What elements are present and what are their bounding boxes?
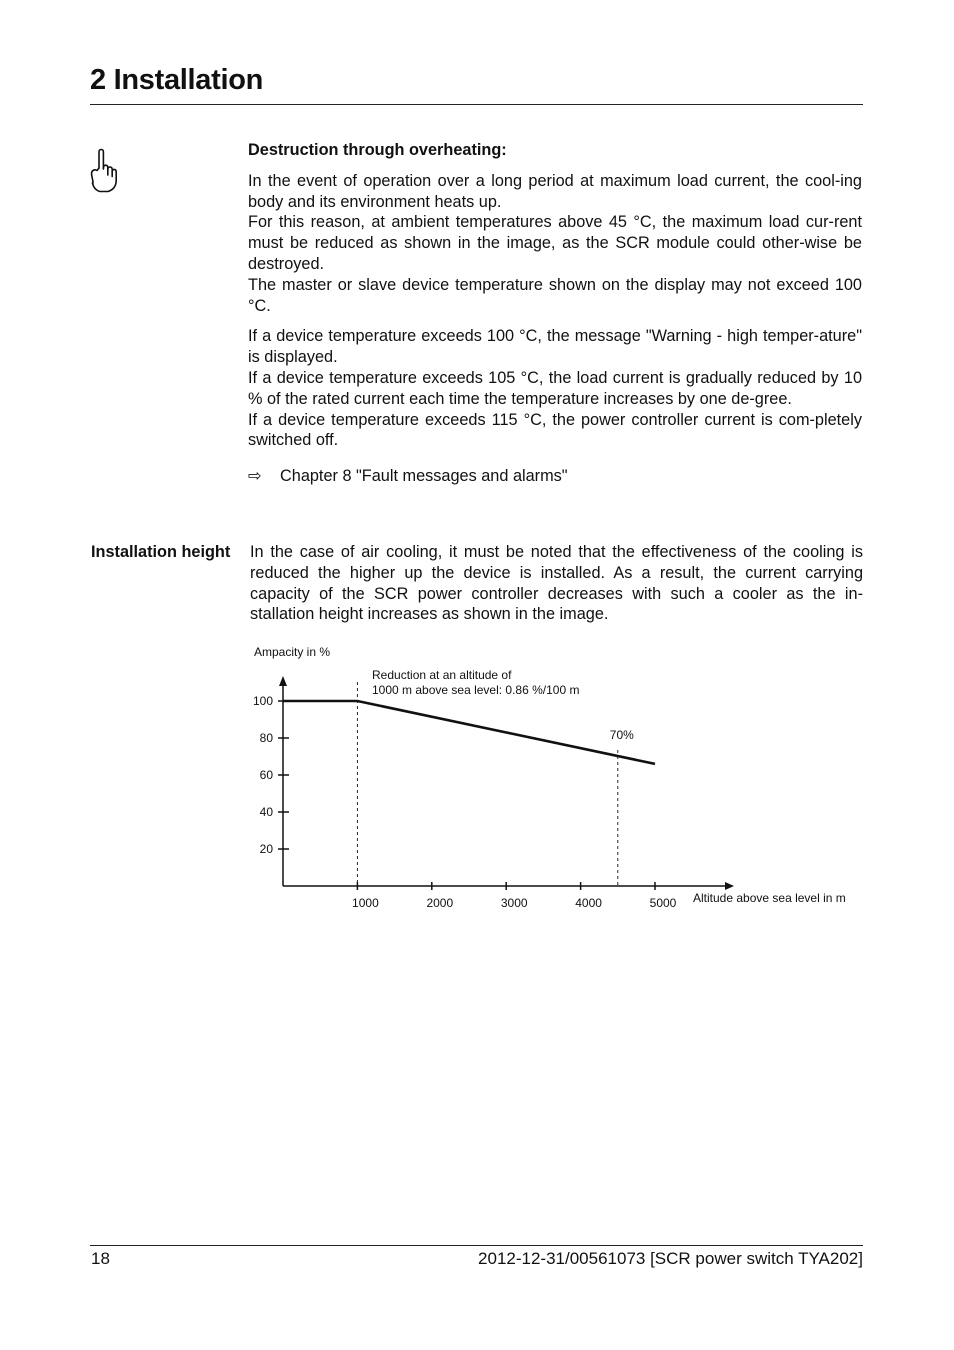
- x-axis-label: Altitude above sea level in m: [693, 891, 846, 905]
- reduction-annotation: 1000 m above sea level: 0.86 %/100 m: [372, 683, 580, 697]
- x-tick-label: 4000: [575, 896, 602, 910]
- x-tick-label: 2000: [426, 896, 454, 910]
- percent-annotation: 70%: [609, 728, 634, 742]
- chapter-title: 2 Installation: [90, 64, 264, 96]
- ampacity-chart: [245, 640, 865, 920]
- x-tick-label: 5000: [649, 896, 677, 910]
- x-axis-arrowhead: [725, 882, 734, 890]
- y-axis-arrowhead: [279, 676, 287, 686]
- y-axis-label: Ampacity in %: [254, 645, 331, 659]
- notice-line: If a device temperature exceeds 115 °C, the power controller current is com-pletely switched off.: [248, 410, 862, 450]
- reduction-annotation: Reduction at an altitude of: [372, 668, 512, 682]
- pointing-hand-icon: [86, 148, 118, 194]
- installation-height-text: In the case of air cooling, it must be noted that the effectiveness of the cooling is reduced the higher up the device is installed. As a result, the current carrying capacity of the SCR power controller decreases with such a cooler as the in-stallation height increases as shown in the image.: [250, 543, 863, 624]
- y-tick-label: 80: [259, 731, 273, 745]
- y-tick-label: 60: [259, 768, 273, 782]
- notice-line: If a device temperature exceeds 105 °C, the load current is gradually reduced by 10 % of the rated current each time the temperature increases by one de-gree.: [248, 368, 862, 408]
- chapter-crossref-link[interactable]: [248, 466, 862, 487]
- notice-paragraph: [248, 326, 862, 451]
- notice-line: If a device temperature exceeds 100 °C, the message "Warning - high temper-ature" is displayed.: [248, 327, 862, 367]
- x-tick-label: 3000: [500, 896, 528, 910]
- y-tick-label: 40: [259, 805, 273, 819]
- installation-height-label: Installation height: [91, 543, 231, 561]
- y-tick-label: 100: [252, 694, 273, 708]
- ampacity-chart-svg: [245, 640, 865, 920]
- page-number: 18: [91, 1249, 110, 1268]
- overheating-notice: [248, 140, 862, 487]
- document-info: 2012-12-31/00561073 [SCR power switch TYA202]: [478, 1249, 863, 1268]
- x-tick-label: 1000: [352, 896, 379, 910]
- notice-line: In the event of operation over a long period at maximum load current, the cool-ing body and its environment heats up.: [248, 171, 862, 211]
- footer-rule: [90, 1245, 863, 1246]
- notice-heading: Destruction through overheating:: [248, 141, 507, 159]
- header-rule: [90, 104, 863, 105]
- notice-line: The master or slave device temperature shown on the display may not exceed 100 °C.: [248, 275, 862, 315]
- notice-line: For this reason, at ambient temperatures above 45 °C, the maximum load cur-rent must be reduced as shown in the image, as the SCR module could other-wise be destroyed.: [248, 213, 862, 273]
- crossref-arrow-icon: ⇨: [248, 467, 262, 486]
- y-tick-label: 20: [259, 842, 273, 856]
- ampacity-line: [283, 701, 655, 764]
- crossref-text: Chapter 8 "Fault messages and alarms": [280, 467, 568, 486]
- notice-paragraph: [248, 171, 862, 317]
